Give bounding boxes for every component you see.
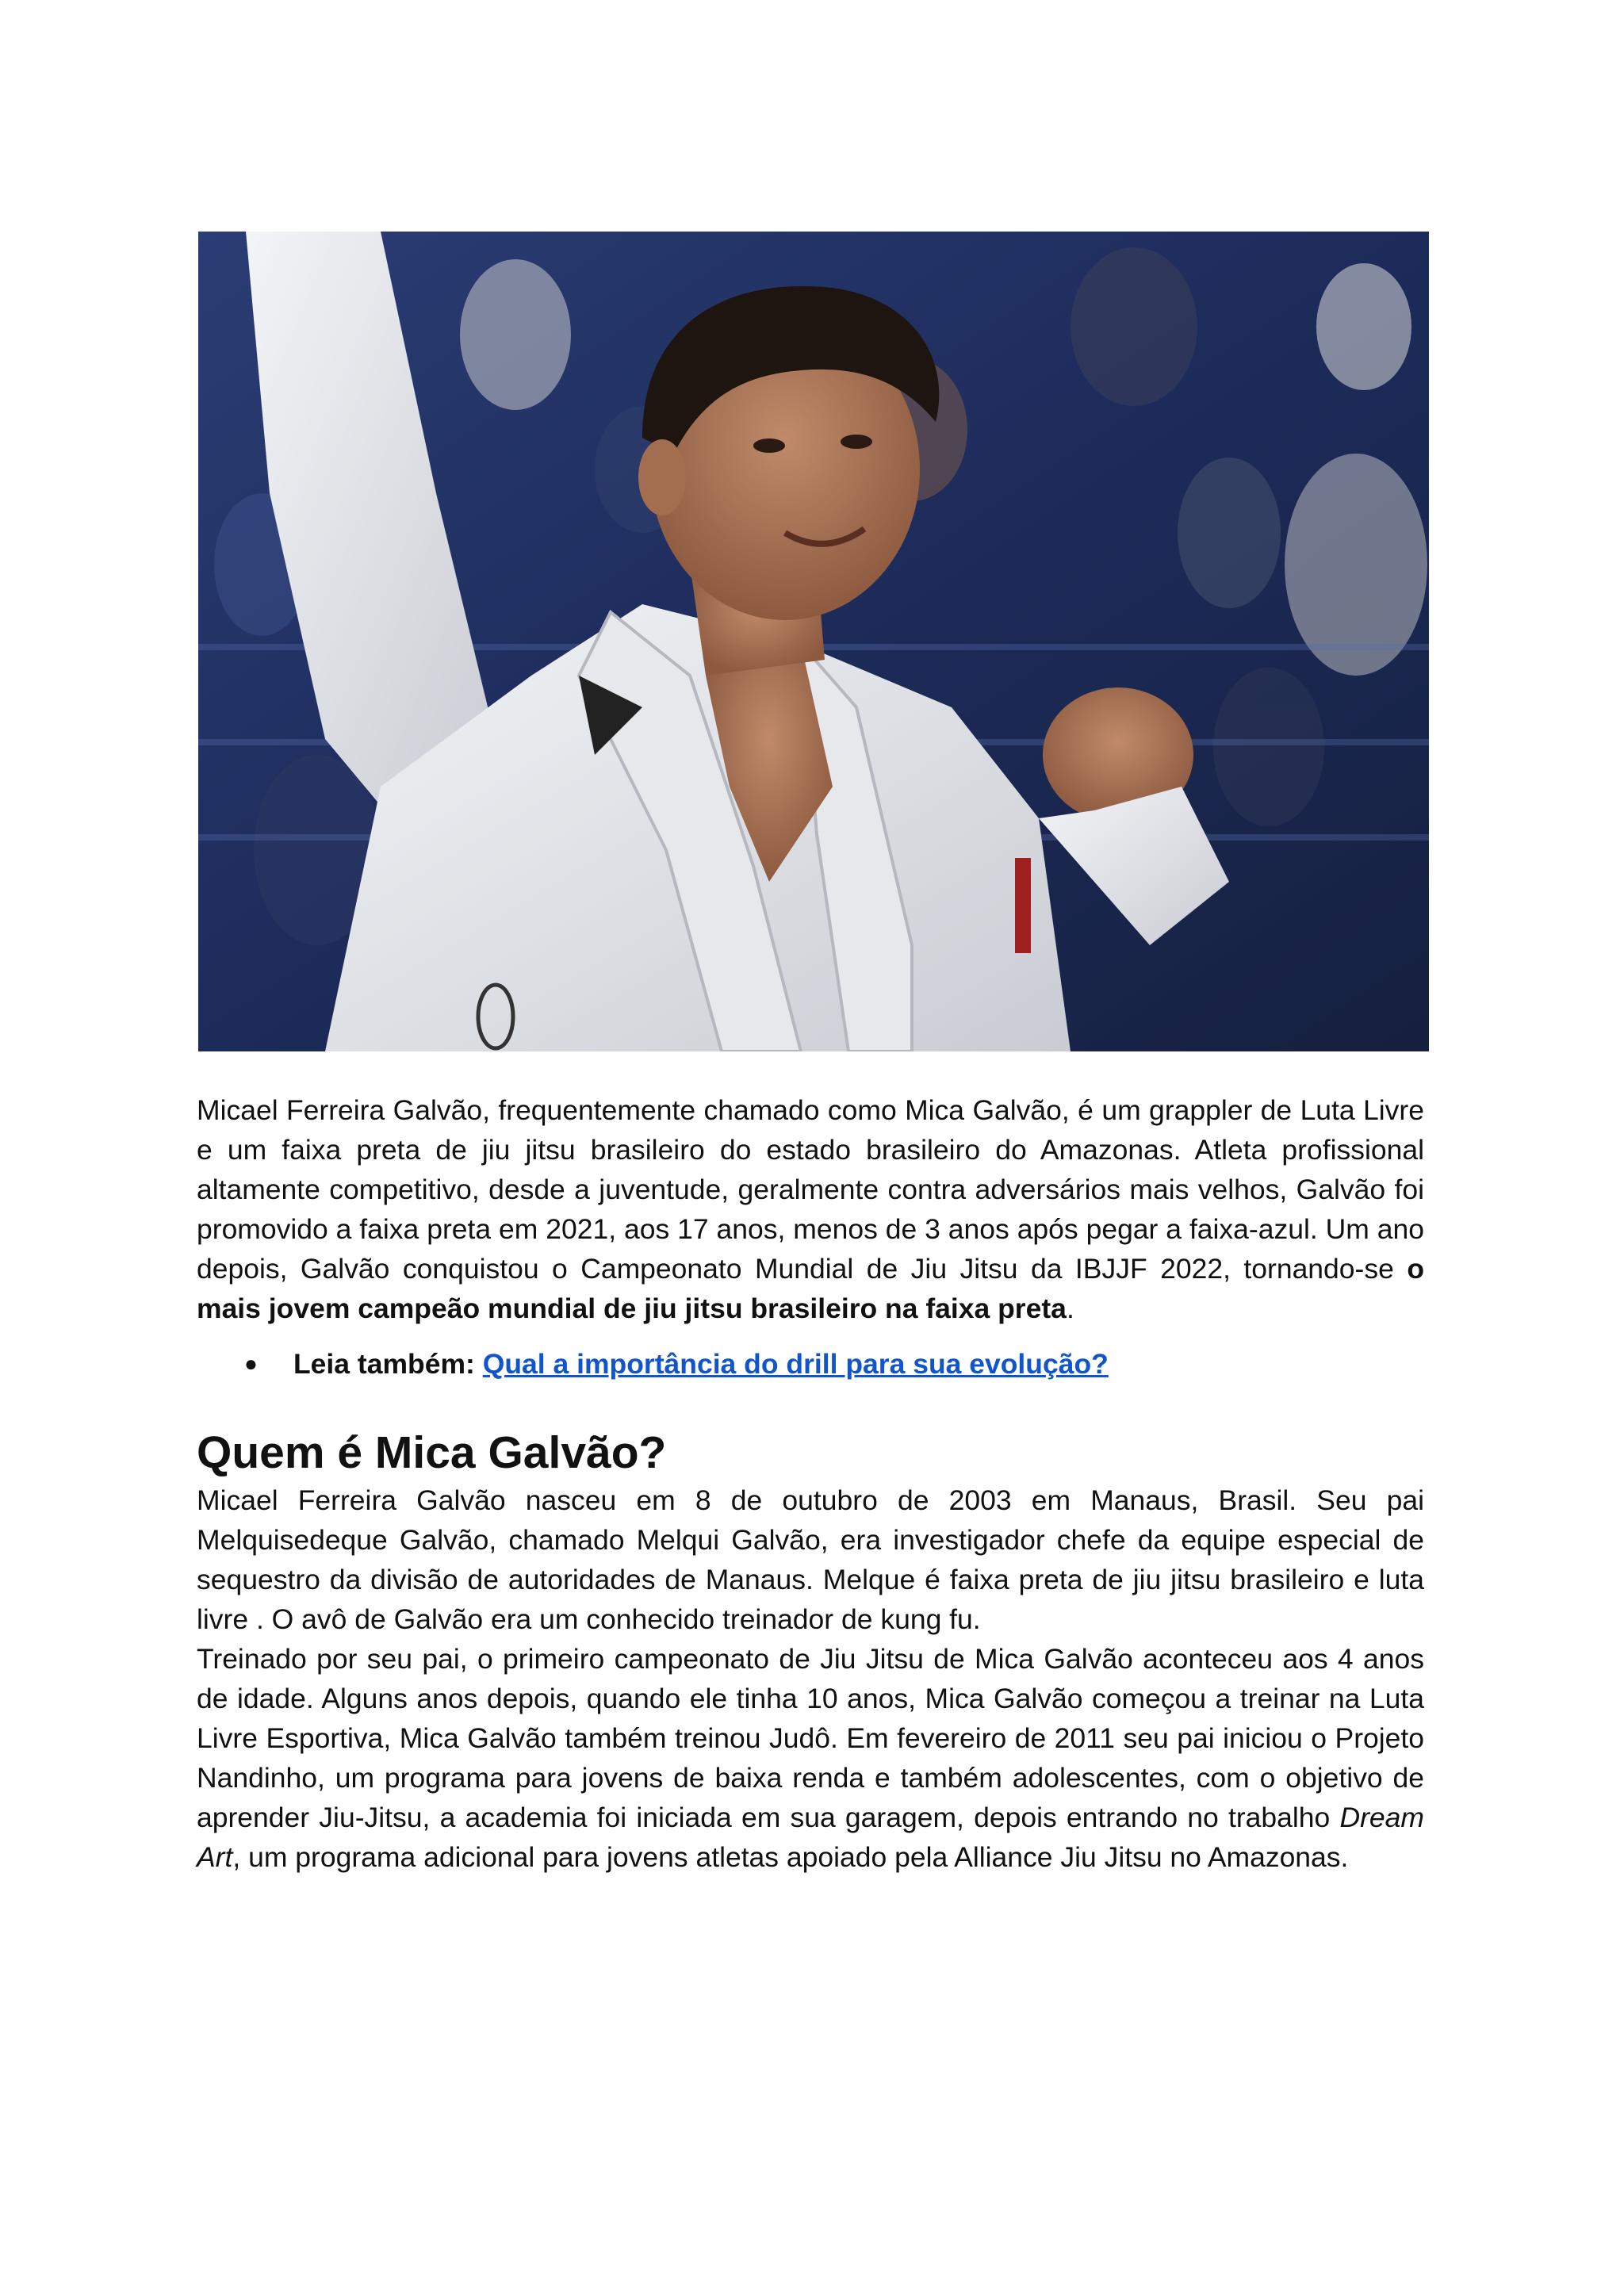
hero-photo <box>198 232 1429 1051</box>
read-also-item <box>197 1344 1424 1384</box>
bio-text-after: , um programa adicional para jovens atletas apoiado pela Alliance Jiu Jitsu no Amazonas. <box>232 1841 1349 1873</box>
intro-text: Micael Ferreira Galvão, frequentemente chamado como Mica Galvão, é um grappler de Luta Livre e um faixa preta de jiu jitsu brasileiro do estado brasileiro do Amazonas. Atleta profissional altamente competitivo, desde a juventude, geralmente contra adversários mais velhos, Galvão foi promovido a faixa preta em 2021, aos 17 anos, menos de 3 anos após pegar a faixa-azul. Um ano depois, Galvão conquistou o Campeonato Mundial de Jiu Jitsu da IBJJF 2022, tornando-se <box>197 1094 1424 1285</box>
article-content <box>197 1090 1424 1877</box>
bio-paragraph-2 <box>197 1639 1424 1877</box>
read-also-label: Leia também: <box>293 1348 475 1380</box>
bio-text-before: Treinado por seu pai, o primeiro campeonato de Jiu Jitsu de Mica Galvão aconteceu aos 4 anos de idade. Alguns anos depois, quando ele tinha 10 anos, Mica Galvão começou a treinar na Luta Livre Esportiva, Mica Galvão também treinou Judô. Em fevereiro de 2011 seu pai iniciou o Projeto Nandinho, um programa para jovens de baixa renda e também adolescentes, com o objetivo de aprender Jiu-Jitsu, a academia foi iniciada em sua garagem, depois entrando no trabalho <box>197 1643 1424 1833</box>
athlete-photo-illustration <box>198 232 1429 1051</box>
intro-end: . <box>1066 1293 1074 1324</box>
intro-bold-text: o mais jovem campeão mundial de jiu jitsu brasileiro na faixa preta <box>197 1253 1424 1324</box>
bullet-icon: ● <box>244 1351 258 1376</box>
read-also-link[interactable]: Qual a importância do drill para sua evolução? <box>482 1348 1109 1380</box>
bio-paragraph-1: Micael Ferreira Galvão nasceu em 8 de outubro de 2003 em Manaus, Brasil. Seu pai Melquisedeque Galvão, chamado Melqui Galvão, era investigador chefe da equipe especial de sequestro da divisão de autoridades de Manaus. Melque é faixa preta de jiu jitsu brasileiro e luta livre . O avô de Galvão era um conhecido treinador de kung fu. <box>197 1484 1424 1635</box>
section-heading: Quem é Mica Galvão? <box>197 1427 667 1478</box>
bio-italic-text: Dream Art <box>197 1802 1424 1873</box>
intro-paragraph <box>197 1090 1424 1328</box>
